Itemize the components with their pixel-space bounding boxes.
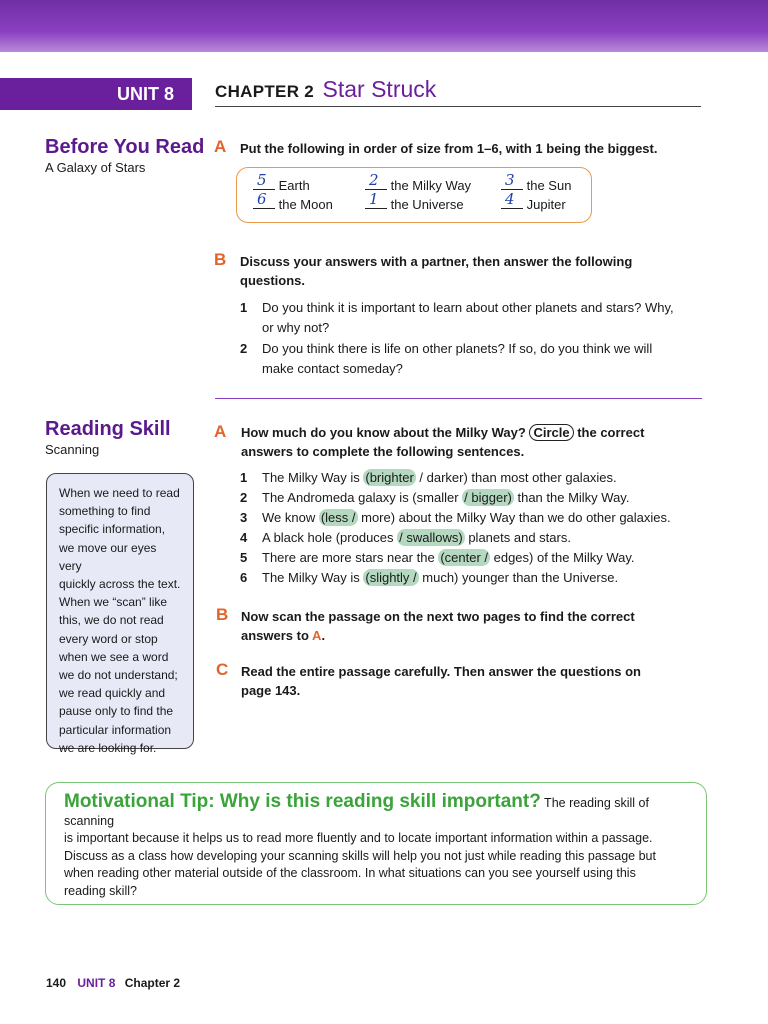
section-reference: A <box>312 628 322 643</box>
item-text: than the Milky Way. <box>513 490 630 505</box>
question-number: 1 <box>240 300 248 315</box>
tip-line: we read quickly and <box>59 686 166 701</box>
instruction-text: . <box>321 628 326 643</box>
order-item <box>365 190 464 212</box>
order-item <box>365 171 472 193</box>
instruction-text: How much do you know about the Milky Way? <box>241 425 526 440</box>
instruction-line <box>241 423 644 442</box>
reading-skill-subtitle: Scanning <box>45 442 100 457</box>
section-divider <box>215 398 702 399</box>
tip-line: every word or stop <box>59 631 158 646</box>
skill-section-b-instruction <box>241 607 635 645</box>
unit-tab: UNIT 8 <box>0 78 192 110</box>
list-item <box>240 470 617 485</box>
top-color-band <box>0 0 768 52</box>
item-text: edges) of the Milky Way. <box>490 550 635 565</box>
chapter-title: Star Struck <box>322 76 437 102</box>
tip-line: we do not understand; <box>59 668 178 683</box>
reading-skill-title: Reading Skill <box>45 418 171 440</box>
list-item <box>240 530 571 545</box>
highlighted-answer[interactable]: (center / <box>440 550 488 565</box>
instruction-line: questions. <box>240 273 306 288</box>
instruction-text: answers to <box>241 628 313 643</box>
highlighted-answer[interactable]: (slightly / <box>365 570 417 585</box>
instruction-text: the correct <box>577 425 645 440</box>
highlighted-answer[interactable]: (less / <box>320 510 356 525</box>
before-you-read-title: Before You Read <box>45 136 205 158</box>
order-item-label: the Universe <box>390 197 464 212</box>
tip-line: particular information <box>59 722 172 737</box>
order-item <box>253 190 333 212</box>
highlighted-answer[interactable]: (brighter <box>365 470 414 485</box>
order-item-label: Jupiter <box>526 197 566 212</box>
item-number: 5 <box>240 550 248 565</box>
highlighted-answer[interactable]: / bigger) <box>464 490 512 505</box>
item-text: There are more stars near the <box>262 550 439 565</box>
tip-first-line <box>64 793 692 830</box>
tip-line: quickly across the text. <box>59 577 181 592</box>
section-b-letter: B <box>214 250 227 269</box>
circle-word: Circle <box>529 424 573 441</box>
scanning-tip-box <box>46 473 194 755</box>
item-number: 4 <box>240 530 248 545</box>
order-item-label: the Sun <box>526 178 572 193</box>
item-text: / darker) than most other galaxies. <box>415 470 617 485</box>
list-item <box>240 510 671 525</box>
order-item-label: the Moon <box>278 197 333 212</box>
tip-line: When we “scan” like <box>59 595 168 610</box>
order-item <box>501 190 566 212</box>
tip-line: reading skill? <box>64 883 137 898</box>
page-number: 140 <box>46 976 67 990</box>
motivational-tip-box <box>45 782 707 905</box>
item-number: 6 <box>240 570 248 585</box>
tip-line: specific information, <box>59 522 166 537</box>
instruction-line: page 143. <box>241 683 301 698</box>
item-text: The Milky Way is <box>262 570 364 585</box>
answer-blank[interactable] <box>501 171 523 190</box>
instruction-line: answers to complete the following sentences. <box>241 444 525 459</box>
tip-line: When we need to read <box>59 486 180 500</box>
chapter-label: CHAPTER 2 <box>215 82 315 101</box>
handwritten-answer: 5 <box>257 171 267 189</box>
highlighted-answer[interactable]: / swallows) <box>399 530 463 545</box>
item-text: We know <box>262 510 319 525</box>
item-text: much) younger than the Universe. <box>418 570 619 585</box>
item-text: A black hole (produces <box>262 530 398 545</box>
item-text: more) about the Milky Way than we do other galaxies. <box>357 510 671 525</box>
question-line: Do you think it is important to learn about other planets and stars? Why, <box>262 300 674 315</box>
skill-section-c-instruction <box>241 662 641 700</box>
tip-title: Motivational Tip: Why is this reading skill important? <box>64 791 541 812</box>
item-text: The Andromeda galaxy is (smaller <box>262 490 463 505</box>
before-you-read-subtitle: A Galaxy of Stars <box>45 160 146 175</box>
tip-line: something to find <box>59 504 151 519</box>
answer-blank[interactable] <box>253 190 275 209</box>
answer-blank[interactable] <box>365 190 387 209</box>
item-text: planets and stars. <box>464 530 571 545</box>
instruction-line <box>241 626 635 645</box>
question-text <box>262 339 652 379</box>
footer-chapter: Chapter 2 <box>124 976 181 990</box>
item-number: 3 <box>240 510 248 525</box>
list-item <box>240 490 629 505</box>
skill-section-a-instruction <box>241 423 644 461</box>
footer-unit: UNIT 8 <box>77 976 116 990</box>
page-footer <box>46 976 180 990</box>
skill-section-b-letter: B <box>216 605 229 624</box>
item-text: The Milky Way is <box>262 470 364 485</box>
tip-line: when we see a word <box>59 649 169 664</box>
handwritten-answer: 2 <box>369 171 379 189</box>
handwritten-answer: 3 <box>505 171 515 189</box>
list-item <box>240 570 618 585</box>
tip-line: pause only to find the <box>59 704 174 719</box>
handwritten-answer: 1 <box>369 190 379 208</box>
list-item <box>240 550 635 565</box>
answer-blank[interactable] <box>253 171 275 190</box>
question-line: make contact someday? <box>262 361 403 376</box>
section-b-instruction <box>240 252 632 290</box>
skill-section-a-letter: A <box>214 422 227 441</box>
item-number: 2 <box>240 490 248 505</box>
chapter-heading <box>215 76 701 107</box>
answer-blank[interactable] <box>365 171 387 190</box>
tip-text: The reading skill of scanning <box>64 796 649 828</box>
tip-line: Discuss as a class how developing your scanning skills will help you not just while reading this passage but <box>64 848 656 863</box>
instruction-line: Read the entire passage carefully. Then answer the questions on <box>241 664 641 679</box>
handwritten-answer: 4 <box>505 190 515 208</box>
skill-section-c-letter: C <box>216 660 229 679</box>
answer-blank[interactable] <box>501 190 523 209</box>
handwritten-answer: 6 <box>257 190 267 208</box>
instruction-line: Discuss your answers with a partner, then answer the following <box>240 254 633 269</box>
question-line: or why not? <box>262 320 330 335</box>
order-item-label: the Milky Way <box>390 178 472 193</box>
tip-line: when reading other material outside of the classroom. In what situations can you see yourself using this <box>64 866 636 880</box>
tip-line: we move our eyes very <box>59 540 157 573</box>
order-item-label: Earth <box>278 178 310 193</box>
size-order-box <box>236 167 592 223</box>
question-text <box>262 298 674 338</box>
tip-line: this, we do not read <box>59 613 164 628</box>
instruction-line: Now scan the passage on the next two pages to find the correct <box>241 609 635 624</box>
question-line: Do you think there is life on other planets? If so, do you think we will <box>262 341 653 356</box>
question-number: 2 <box>240 341 248 356</box>
section-a-letter: A <box>214 137 227 156</box>
tip-line: is important because it helps us to read more fluently and to locate important information within a passage. <box>64 831 653 845</box>
item-number: 1 <box>240 470 248 485</box>
section-a-instruction: Put the following in order of size from 1–6, with 1 being the biggest. <box>240 141 658 156</box>
tip-line: we are looking for. <box>59 740 157 755</box>
